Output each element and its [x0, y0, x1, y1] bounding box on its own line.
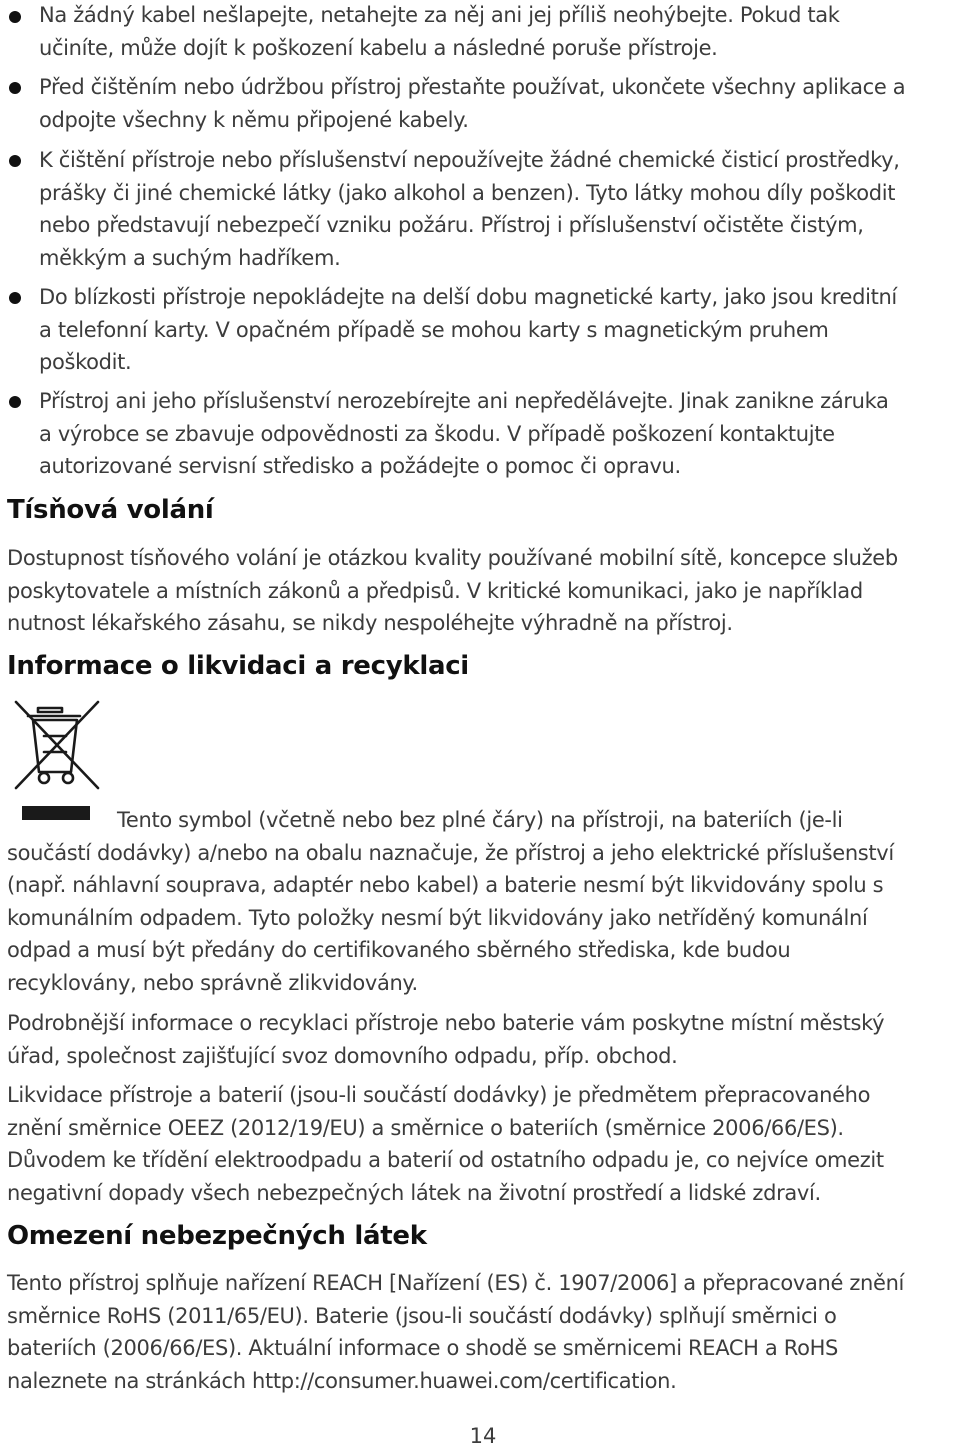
bullet-text: Na žádný kabel nešlapejte, netahejte za něj ani jej příliš neohýbejte. Pokud tak učiníte, může dojít k poškození kabelu a následné poruše přístroje. [39, 3, 840, 60]
bullet-text: Přístroj ani jeho příslušenství nerozebírejte ani nepředělávejte. Jinak zanikne záruka a výrobce se zbavuje odpovědnosti za škodu. V případě poškození kontaktujte autorizované servisní středisko a požádejte o pomoc či opravu. [39, 389, 889, 478]
disposal-paragraph-info: Podrobnější informace o recyklaci přístroje nebo baterie vám poskytne místní městský úřad, společnost zajišťující svoz domovního odpadu, příp. obchod. [7, 1011, 885, 1068]
bullet-dot-icon [9, 292, 21, 304]
bullet-dot-icon [9, 82, 21, 94]
page-number: 14 [469, 1424, 497, 1448]
heading-emergency-calls: Tísňová volání [7, 495, 214, 525]
disposal-paragraph-symbol: Tento symbol (včetně nebo bez plné čáry) na přístroji, na bateriích (je-li součástí dodávky) a/nebo na obalu naznačuje, že přístroj a jeho elektrické příslušenství (např. náhlavní souprava, adaptér nebo kabel) a baterie nesmí být likvidovány spolu s komunálním odpadem. Tyto položky nesmí být likvidovány jako netříděný komunální odpad a musí být předány do certifikovaného sběrného střediska, kde budou recyklovány, nebo správně zlikvidovány. [7, 808, 894, 995]
bullet-dot-icon [9, 396, 21, 408]
bullet-text: K čištění přístroje nebo příslušenství nepoužívejte žádné chemické čisticí prostředky, prášky či jiné chemické látky (jako alkohol a benzen). Tyto látky mohou díly poškodit nebo představují nebezpečí vzniku požáru. Přístroj i příslušenství očistěte čistým, měkkým a suchým hadříkem. [39, 148, 900, 270]
hazardous-paragraph: Tento přístroj splňuje nařízení REACH [Nařízení (ES) č. 1907/2006] a přepracované znění směrnice RoHS (2011/65/EU). Baterie (jsou-li součástí dodávky) splňují směrnici o bateriích (2006/66/ES). Aktuální informace o shodě se směrnicemi REACH a RoHS naleznete na stránkách http://consumer.huawei.com/certification. [7, 1271, 905, 1393]
bullet-text: Do blízkosti přístroje nepokládejte na delší dobu magnetické karty, jako jsou kreditní a telefonní karty. V opačném případě se mohou karty s magnetickým pruhem poškodit. [39, 285, 897, 374]
disposal-paragraph-directive: Likvidace přístroje a baterií (jsou-li součástí dodávky) je předmětem přepracovaného znění směrnice OEEZ (2012/19/EU) a směrnice o bateriích (směrnice 2006/66/ES). Důvodem ke třídění elektroodpadu a baterií od ostatního odpadu je, co nejvíce omezit negativní dopady všech nebezpečných látek na životní prostředí a lidské zdraví. [7, 1083, 884, 1205]
bullet-dot-icon [9, 155, 21, 167]
bullet-text: Před čištěním nebo údržbou přístroj přestaňte používat, ukončete všechny aplikace a odpojte všechny k němu připojené kabely. [39, 75, 906, 132]
emergency-paragraph: Dostupnost tísňového volání je otázkou kvality používané mobilní sítě, koncepce služeb poskytovatele a místních zákonů a předpisů. V kritické komunikaci, jako je například nutnost lékařského zásahu, se nikdy nespoléhejte výhradně na přístroj. [7, 546, 898, 635]
bullet-dot-icon [9, 11, 21, 23]
heading-disposal-recycling: Informace o likvidaci a recyklaci [7, 651, 469, 681]
heading-hazardous-substances: Omezení nebezpečných látek [7, 1221, 427, 1251]
